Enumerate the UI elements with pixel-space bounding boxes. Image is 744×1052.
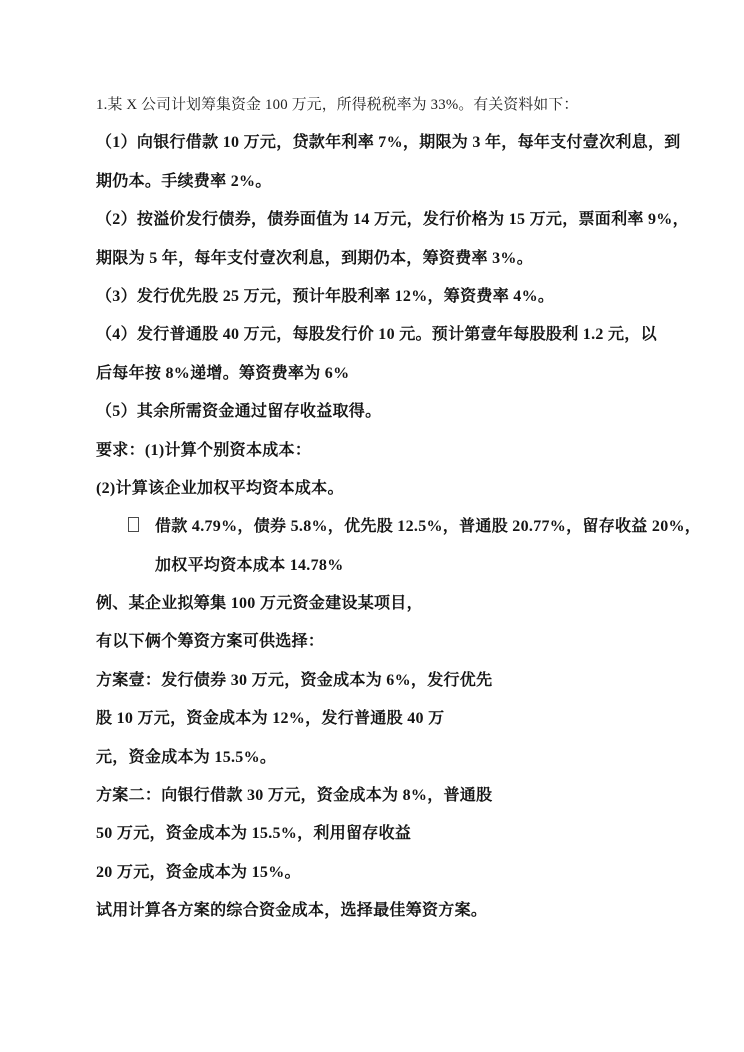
text-line-content: 后每年按 8%递增。筹资费率为 6%: [96, 364, 350, 382]
text-line-content: （1）向银行借款 10 万元，贷款年利率 7%，期限为 3 年，每年支付壹次利息，到: [96, 134, 681, 152]
text-line: [96, 547, 696, 585]
text-line-content: 试用计算各方案的综合资金成本，选择最佳筹资方案。: [96, 902, 488, 920]
text-line: [96, 739, 696, 777]
text-line: [96, 393, 696, 431]
text-line-content: 20 万元，资金成本为 15%。: [96, 863, 301, 881]
text-line: [96, 892, 696, 930]
text-line-content: 加权平均资本成本 14.78%: [155, 556, 344, 574]
text-line: [96, 623, 696, 661]
text-line: [96, 470, 696, 508]
text-line: [96, 201, 696, 239]
text-line-content: 有以下俩个筹资方案可供选择：: [96, 633, 325, 651]
text-line-content: 期限为 5 年，每年支付壹次利息，到期仍本，筹资费率 3%。: [96, 249, 534, 267]
missing-glyph-box-icon: [128, 517, 139, 532]
text-line-content: 期仍本。手续费率 2%。: [96, 172, 272, 190]
text-line: [96, 316, 696, 354]
text-line: [96, 700, 696, 738]
text-line: [96, 278, 696, 316]
text-line-content: （5）其余所需资金通过留存收益取得。: [96, 403, 382, 421]
text-line: [96, 662, 696, 700]
text-line-content: （3）发行优先股 25 万元，预计年股利率 12%，筹资费率 4%。: [96, 287, 555, 305]
text-line-content: 元，资金成本为 15.5%。: [96, 748, 277, 766]
text-line: [96, 86, 696, 124]
text-line-content: （4）发行普通股 40 万元，每股发行价 10 元。预计第壹年每股股利 1.2 元，以: [96, 326, 657, 344]
text-line-content: 50 万元，资金成本为 15.5%，利用留存收益: [96, 825, 412, 843]
text-line-content: 方案壹：发行债券 30 万元，资金成本为 6%，发行优先: [96, 671, 493, 689]
text-line: [96, 163, 696, 201]
text-line-content: 借款 4.79%，债券 5.8%，优先股 12.5%，普通股 20.77%，留存收益 20%，: [155, 518, 702, 536]
text-line-content: 例、某企业拟筹集 100 万元资金建设某项目，: [96, 595, 423, 613]
problem-text-block: [96, 86, 702, 931]
text-line-content: (2)计算该企业加权平均资本成本。: [96, 479, 344, 497]
text-line-content: 要求：(1)计算个别资本成本：: [96, 441, 312, 459]
text-line: [96, 355, 696, 393]
text-line: [96, 432, 696, 470]
text-line: [96, 777, 696, 815]
text-line-content: （2）按溢价发行债券，债券面值为 14 万元，发行价格为 15 万元，票面利率 9%，: [96, 211, 689, 229]
text-line-content: 方案二：向银行借款 30 万元，资金成本为 8%，普通股: [96, 787, 493, 805]
text-line: [96, 854, 696, 892]
text-line-content: 1.某 X 公司计划筹集资金 100 万元，所得税税率为 33%。有关资料如下：: [96, 97, 579, 113]
text-line: [96, 240, 696, 278]
text-line-content: 股 10 万元，资金成本为 12%，发行普通股 40 万: [96, 710, 445, 728]
text-line: [96, 508, 702, 546]
text-line: [96, 815, 696, 853]
text-line: [96, 585, 696, 623]
text-line: [96, 124, 696, 162]
